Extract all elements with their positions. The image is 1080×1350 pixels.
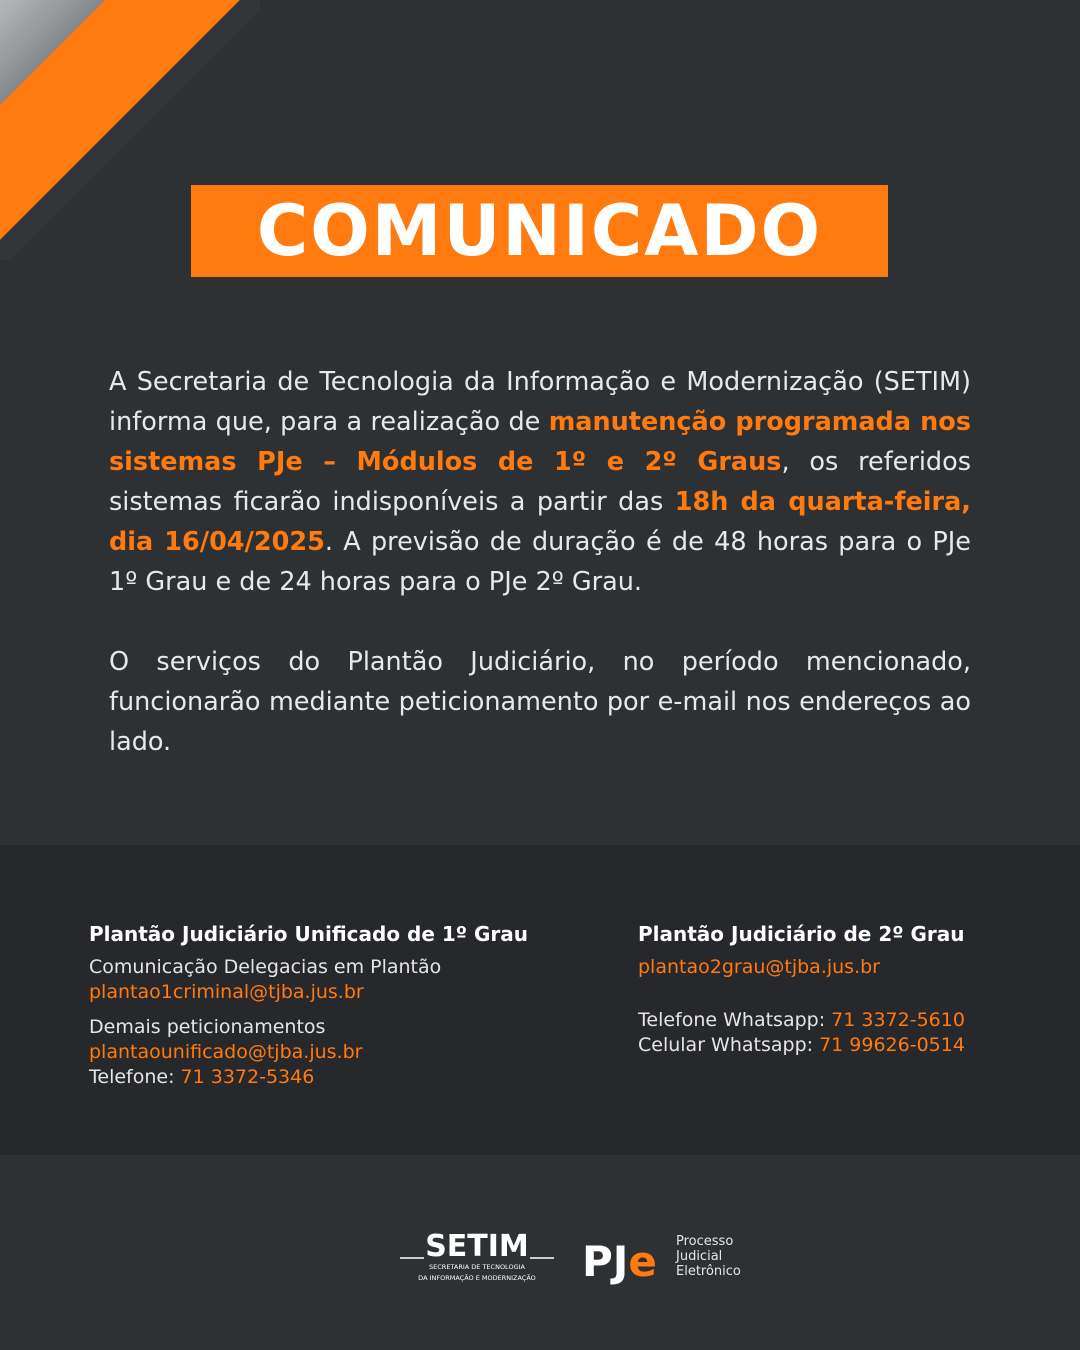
highlight-maintenance: manutenção programada nos sistemas PJe – Módulos de 1º e 2º Graus xyxy=(109,407,971,477)
second-degree-contacts xyxy=(638,921,965,1058)
services-paragraph: O serviços do Plantão Judiciário, no período mencionado, funcionarão mediante peticionamento por e-mail nos endereços ao lado. xyxy=(109,647,971,757)
whatsapp-phone xyxy=(638,1008,965,1033)
cell-label: Celular Whatsapp: xyxy=(638,1034,820,1056)
phone-number[interactable]: 71 3372-5610 xyxy=(831,1009,965,1031)
phone-label: Telefone Whatsapp: xyxy=(638,1009,832,1031)
pje-letters: PJ xyxy=(582,1237,629,1286)
cell-number[interactable]: 71 99626-0514 xyxy=(819,1034,965,1056)
setim-subtitle-1: SECRETARIA DE TECNOLOGIA xyxy=(429,1263,525,1271)
pje-letter-e: e xyxy=(628,1237,657,1286)
delegacias-label: Comunicação Delegacias em Plantão xyxy=(89,956,442,978)
setim-logo xyxy=(398,1222,558,1292)
first-degree-heading: Plantão Judiciário Unificado de 1º Grau xyxy=(89,922,529,946)
second-degree-email-link[interactable]: plantao2grau@tjba.jus.br xyxy=(638,956,880,978)
announcement-paragraph xyxy=(109,362,971,602)
setim-subtitle-2: DA INFORMAÇÃO E MODERNIZAÇÃO xyxy=(418,1274,536,1282)
page-title: COMUNICADO xyxy=(256,190,823,272)
criminal-email-link[interactable]: plantao1criminal@tjba.jus.br xyxy=(89,981,364,1003)
phone-label: Telefone: xyxy=(89,1066,181,1088)
first-degree-phone xyxy=(89,1065,528,1090)
text-segment: . A previsão de duração é de 48 horas para o PJe 1º Grau e de 24 horas para o PJe 2º Grau. xyxy=(109,527,971,597)
pje-text-1: Processo xyxy=(676,1234,734,1249)
text-segment: , os referidos sistemas ficarão indisponíveis a partir das xyxy=(109,447,972,517)
second-degree-heading: Plantão Judiciário de 2º Grau xyxy=(638,922,965,946)
pje-mark xyxy=(582,1237,657,1286)
footer-logos xyxy=(0,1222,1080,1292)
pje-logo xyxy=(582,1228,752,1288)
pje-text-3: Eletrônico xyxy=(676,1264,741,1279)
first-degree-contacts xyxy=(89,921,528,1090)
peticionamentos-label: Demais peticionamentos xyxy=(89,1016,326,1038)
title-banner xyxy=(191,185,888,277)
whatsapp-cell xyxy=(638,1033,965,1058)
setim-name: SETIM xyxy=(425,1229,529,1264)
highlight-date: 18h da quarta-feira, dia 16/04/2025 xyxy=(109,487,971,557)
contacts-panel xyxy=(0,845,1080,1155)
text-segment: A Secretaria de Tecnologia da Informação e Modernização (SETIM) informa que, para a realização de xyxy=(109,367,971,437)
unificado-email-link[interactable]: plantaounificado@tjba.jus.br xyxy=(89,1041,363,1063)
pje-text-2: Judicial xyxy=(676,1249,723,1264)
phone-number[interactable]: 71 3372-5346 xyxy=(180,1066,315,1088)
